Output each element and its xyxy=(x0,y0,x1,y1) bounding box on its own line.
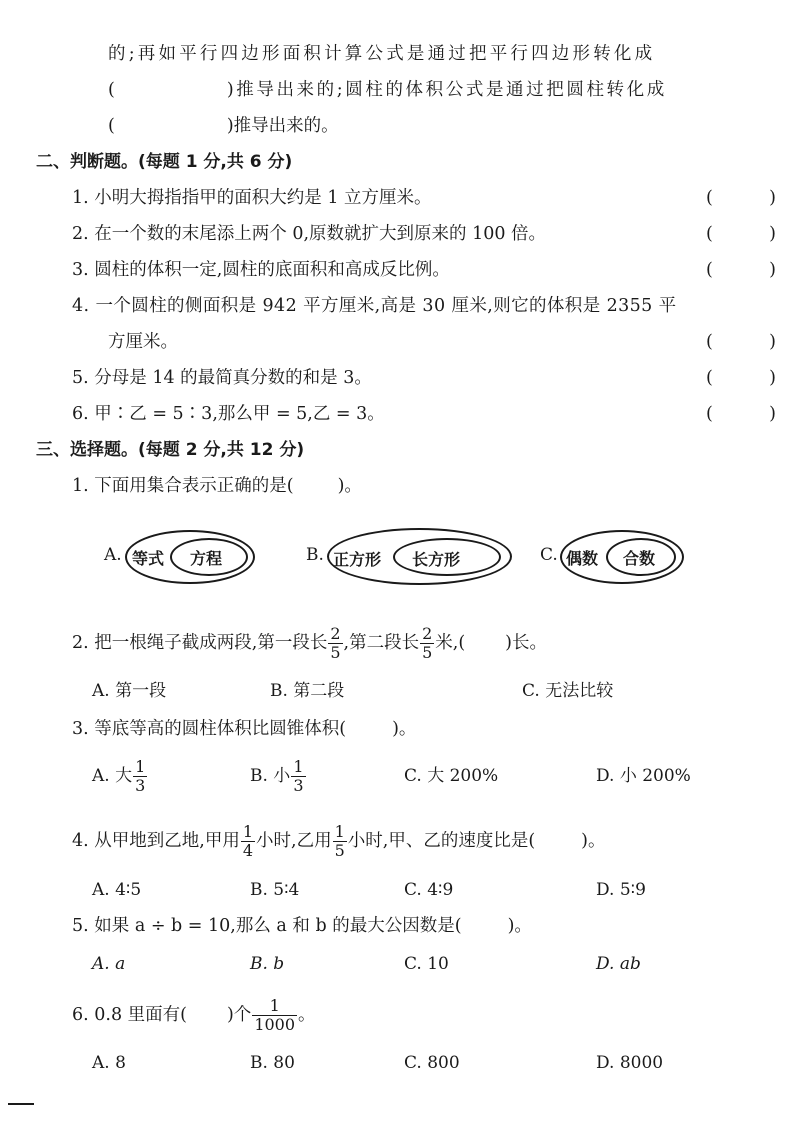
q2-frac1-den: 5 xyxy=(330,643,341,662)
q1-option-a-label[interactable]: A. xyxy=(104,545,122,565)
q1-option-a-outer-text: 等式 xyxy=(132,549,165,568)
judge-item-3: 3. 圆柱的体积一定,圆柱的底面积和高成反比例。 xyxy=(72,260,450,280)
choice-q3 xyxy=(72,717,416,741)
paren-close: ) xyxy=(769,260,776,280)
judge-answer-3[interactable] xyxy=(706,258,776,282)
q3-option-a-fraction xyxy=(133,759,147,794)
judge-item-1: 1. 小明大拇指指甲的面积大约是 1 立方厘米。 xyxy=(72,188,432,208)
paren-close: ) xyxy=(769,404,776,424)
q4-frac2-den: 5 xyxy=(334,841,345,860)
choice-q6 xyxy=(72,994,316,1036)
q1-option-c-outer-text: 偶数 xyxy=(566,549,599,568)
q3-option-b-prefix: B. 小 xyxy=(250,766,291,786)
q4-option-b[interactable]: B. 5∶4 xyxy=(250,880,300,900)
paren-open: ( xyxy=(706,404,713,424)
q3-opt-b-den: 3 xyxy=(293,776,304,795)
q5-option-d[interactable]: D. ab xyxy=(596,954,641,974)
q4-text-d: )。 xyxy=(581,831,606,851)
paren-close: ) xyxy=(769,224,776,244)
judge-answer-2[interactable] xyxy=(706,222,776,246)
q6-frac-num: 1 xyxy=(269,996,280,1015)
q2-frac1-num: 2 xyxy=(330,624,341,643)
q6-text-a: 6. 0.8 里面有( xyxy=(72,1005,187,1025)
q6-option-d[interactable]: D. 8000 xyxy=(596,1053,664,1073)
intro-line-3 xyxy=(108,114,339,138)
q4-text-c: 小时,甲、乙的速度比是( xyxy=(347,831,536,851)
q6-option-c[interactable]: C. 800 xyxy=(404,1053,460,1073)
paren-open: ( xyxy=(706,260,713,280)
q6-option-a[interactable]: A. 8 xyxy=(92,1053,126,1073)
q1-option-c-inner-text: 合数 xyxy=(623,549,656,568)
q2-text-b: ,第二段长 xyxy=(343,633,420,653)
q5-option-b[interactable]: B. b xyxy=(250,954,285,974)
paren-close: ) xyxy=(769,368,776,388)
q6-fraction xyxy=(252,998,297,1033)
q6-option-b[interactable]: B. 80 xyxy=(250,1053,295,1073)
q1-text-end: )。 xyxy=(337,476,362,496)
q2-text-c: 米,( xyxy=(435,633,466,653)
q1-option-b-inner-text: 长方形 xyxy=(412,550,461,569)
q5-text-end: )。 xyxy=(507,916,532,936)
q4-option-c[interactable]: C. 4∶9 xyxy=(404,880,454,900)
paren-open: ( xyxy=(706,368,713,388)
q4-text-b: 小时,乙用 xyxy=(256,831,332,851)
q6-text-b: )个 xyxy=(226,1005,252,1025)
judge-answer-5[interactable] xyxy=(706,366,776,390)
q4-frac2-num: 1 xyxy=(334,822,345,841)
q2-option-c[interactable]: C. 无法比较 xyxy=(522,681,614,701)
section-2-title: 二、判断题。(每题 1 分,共 6 分) xyxy=(36,152,293,172)
paren-open: ( xyxy=(706,224,713,244)
judge-item-4: 4. 一个圆柱的侧面积是 942 平方厘米,高是 30 厘米,则它的体积是 2355 平 xyxy=(72,296,677,316)
q6-text-c: 。 xyxy=(298,1005,316,1025)
q3-text-end: )。 xyxy=(392,719,417,739)
intro-blank-open-2: ( xyxy=(108,116,115,136)
q4-text-a: 4. 从甲地到乙地,甲用 xyxy=(72,831,240,851)
q2-fraction-2 xyxy=(420,626,434,661)
q2-text-a: 2. 把一根绳子截成两段,第一段长 xyxy=(72,633,328,653)
q4-option-a[interactable]: A. 4∶5 xyxy=(92,880,142,900)
intro-line-3-text: )推导出来的。 xyxy=(226,116,339,136)
q1-text: 1. 下面用集合表示正确的是( xyxy=(72,476,294,496)
judge-item-5: 5. 分母是 14 的最简真分数的和是 3。 xyxy=(72,368,372,388)
q3-option-a-prefix: A. 大 xyxy=(92,766,133,786)
judge-answer-1[interactable] xyxy=(706,186,776,210)
paren-close: ) xyxy=(769,332,776,352)
q3-opt-b-num: 1 xyxy=(293,757,304,776)
q5-option-a[interactable]: A. a xyxy=(92,954,126,974)
intro-blank-open: ( xyxy=(108,80,115,100)
intro-line-2-text: )推导出来的;圆柱的体积公式是通过把圆柱转化成 xyxy=(226,80,667,100)
q4-frac1-num: 1 xyxy=(242,822,254,841)
q3-text: 3. 等底等高的圆柱体积比圆锥体积( xyxy=(72,719,347,739)
q2-option-b[interactable]: B. 第二段 xyxy=(270,681,345,701)
q4-frac1-den: 4 xyxy=(242,841,254,860)
q3-option-c[interactable]: C. 大 200% xyxy=(404,766,499,786)
q3-option-a[interactable] xyxy=(92,755,148,797)
judge-item-6: 6. 甲∶乙 = 5∶3,那么甲 = 5,乙 = 3。 xyxy=(72,404,385,424)
judge-item-4-cont: 方厘米。 xyxy=(108,332,178,352)
intro-line-2 xyxy=(108,78,667,102)
paren-open: ( xyxy=(706,332,713,352)
choice-q4 xyxy=(72,820,605,862)
q3-option-d[interactable]: D. 小 200% xyxy=(596,766,691,786)
q3-opt-a-den: 3 xyxy=(135,776,146,795)
paren-open: ( xyxy=(706,188,713,208)
q4-fraction-2 xyxy=(333,824,347,859)
choice-q1 xyxy=(72,474,362,498)
q1-option-b-label[interactable]: B. xyxy=(306,545,324,565)
intro-line-1: 的;再如平行四边形面积计算公式是通过把平行四边形转化成 xyxy=(108,44,656,64)
judge-item-2: 2. 在一个数的末尾添上两个 0,原数就扩大到原来的 100 倍。 xyxy=(72,224,547,244)
judge-answer-6[interactable] xyxy=(706,402,776,426)
paren-close: ) xyxy=(769,188,776,208)
q2-fraction-1 xyxy=(328,626,342,661)
q3-opt-a-num: 1 xyxy=(135,757,146,776)
q4-option-d[interactable]: D. 5∶9 xyxy=(596,880,646,900)
choice-q2 xyxy=(72,622,547,664)
choice-q5 xyxy=(72,914,532,938)
judge-answer-4[interactable] xyxy=(706,330,776,354)
q1-option-b-outer-text: 正方形 xyxy=(333,550,382,569)
q5-option-c[interactable]: C. 10 xyxy=(404,954,449,974)
q6-frac-den: 1000 xyxy=(254,1015,296,1034)
q2-text-d: )长。 xyxy=(505,633,547,653)
q2-frac2-den: 5 xyxy=(422,643,433,662)
q3-option-b-fraction xyxy=(291,759,305,794)
q4-fraction-1 xyxy=(241,824,255,859)
q3-option-b[interactable] xyxy=(250,755,307,797)
page-edge-mark xyxy=(8,1103,34,1105)
q1-option-c-label[interactable]: C. xyxy=(540,545,558,565)
q1-option-a-inner-text: 方程 xyxy=(190,549,223,568)
section-3-title: 三、选择题。(每题 2 分,共 12 分) xyxy=(36,440,305,460)
q2-frac2-num: 2 xyxy=(422,624,433,643)
q2-option-a[interactable]: A. 第一段 xyxy=(92,681,167,701)
q5-text: 5. 如果 a ÷ b = 10,那么 a 和 b 的最大公因数是( xyxy=(72,916,462,936)
